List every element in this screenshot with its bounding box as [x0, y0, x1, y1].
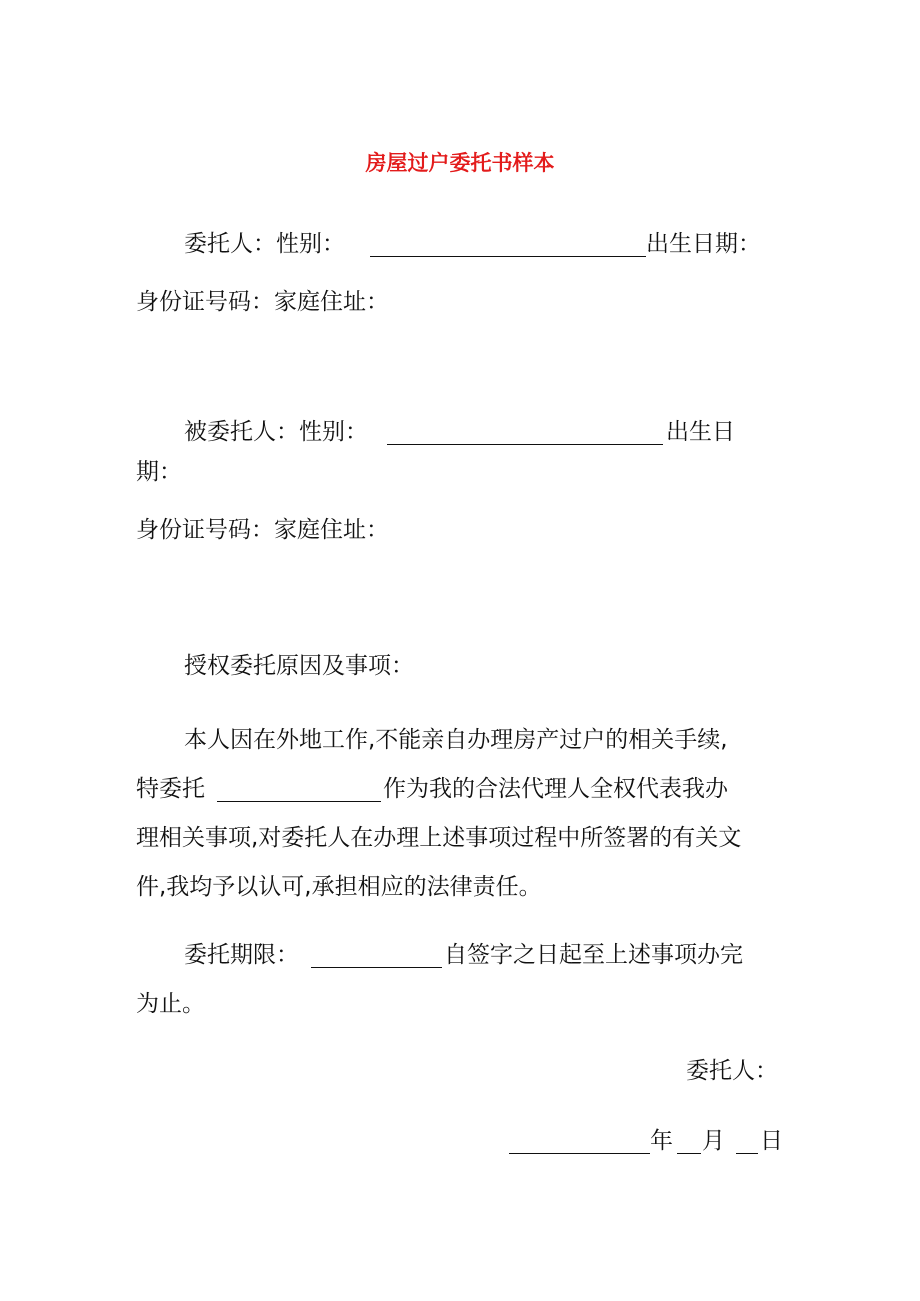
agent-gender-blank: [387, 422, 663, 445]
agent-id-label: 身份证号码：: [136, 517, 274, 543]
principal-id-label: 身份证号码：: [136, 289, 274, 315]
principal-line: [184, 229, 345, 259]
date-day-blank: [736, 1131, 758, 1154]
agent-birth-line2: [136, 457, 182, 487]
principal-id-line: [136, 287, 389, 317]
agent-line: [184, 417, 368, 447]
principal-label: 委托人：: [184, 231, 276, 257]
authorization-para-line2a: 特委托: [136, 776, 205, 802]
agent-name-blank: [217, 779, 381, 802]
agent-label: 被委托人：: [184, 419, 299, 445]
document-title: 房屋过户委托书样本: [365, 151, 555, 175]
term-text-part2: 为止。: [136, 991, 205, 1017]
principal-address-label: 家庭住址：: [274, 289, 389, 315]
agent-gender-label: 性别：: [299, 419, 368, 445]
authorization-para-line2b: 作为我的合法代理人全权代表我办: [383, 776, 728, 802]
agent-birth-label-part2: 期：: [136, 459, 182, 485]
agent-address-label: 家庭住址：: [274, 517, 389, 543]
signature-label: 委托人：: [686, 1058, 778, 1084]
authorization-heading: 授权委托原因及事项：: [184, 653, 414, 679]
date-year-blank: [509, 1131, 650, 1154]
date-year-label: 年: [650, 1128, 673, 1154]
principal-birth-line: [646, 229, 761, 259]
agent-id-line: [136, 515, 389, 545]
principal-gender-blank: [370, 234, 646, 257]
date-day-label: 日: [760, 1128, 783, 1154]
date-month-blank: [677, 1131, 701, 1154]
term-label: 委托期限：: [184, 942, 299, 968]
authorization-para-line4: 件,我均予以认可,承担相应的法律责任。: [136, 874, 542, 900]
authorization-para-line1: 本人因在外地工作,不能亲自办理房产过户的相关手续,: [184, 727, 728, 753]
term-text-part1: 自签字之日起至上述事项办完: [444, 942, 743, 968]
authorization-para-line3: 理相关事项,对委托人在办理上述事项过程中所签署的有关文: [136, 825, 742, 851]
agent-birth-line1: [666, 417, 735, 447]
principal-birth-label: 出生日期：: [646, 231, 761, 257]
agent-birth-label-part1: 出生日: [666, 419, 735, 445]
date-month-label: 月: [702, 1128, 725, 1154]
term-blank: [311, 945, 442, 968]
principal-gender-label: 性别：: [276, 231, 345, 257]
